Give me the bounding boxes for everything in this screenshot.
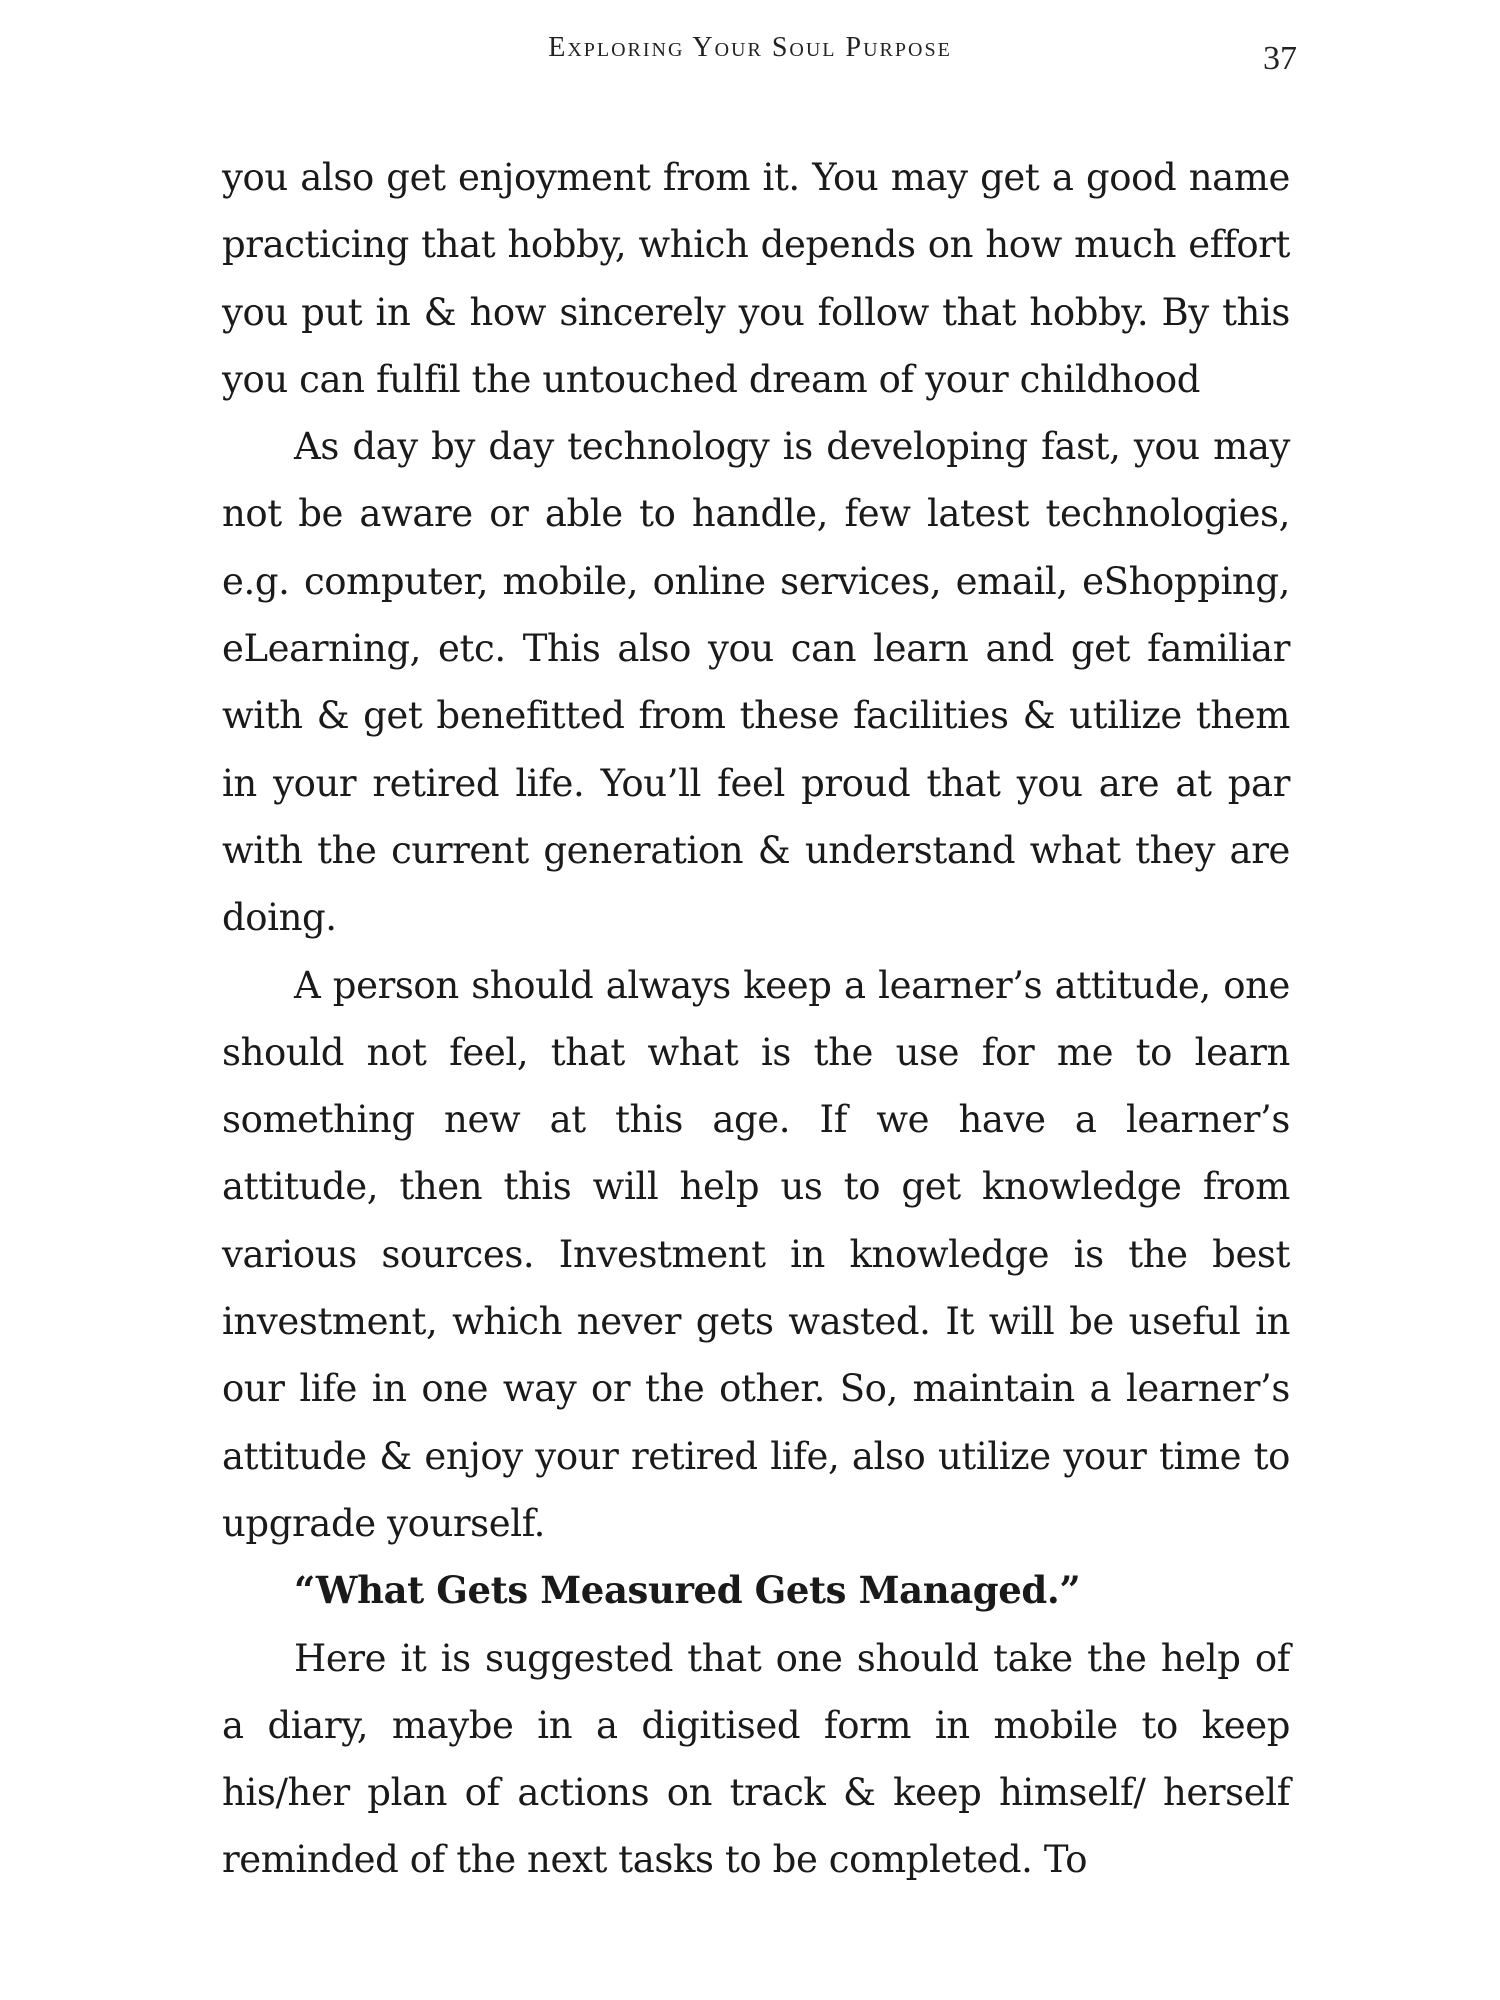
body-text <box>222 144 1290 1894</box>
paragraph-diary: Here it is suggested that one should take the help of a diary, maybe in a digitised form in mobile to keep his/her plan of actions on track & keep himself/ herself reminded of the next tasks to be completed. To <box>222 1636 1290 1882</box>
section-heading: “What Gets Measured Gets Managed.” <box>294 1568 1081 1613</box>
paragraph-continued: you also get enjoyment from it. You may get a good name practicing that hobby, which depends on how much effort you put in & how sincerely you follow that hobby. By this you can fulfil the untouched dream of your childhood <box>222 156 1290 401</box>
page-number: 37 <box>1263 40 1297 77</box>
paragraph-technology: As day by day technology is developing fast, you may not be aware or able to handle, few latest technologies, e.g. computer, mobile, online services, email, eShopping, eLearning, etc. This also you can learn and get familiar with & get benefitted from these facilities & utilize them in your retired life. You’ll feel proud that you are at par with the current generation & understand what they are doing. <box>222 425 1290 940</box>
running-head: Exploring Your Soul Purpose <box>548 32 952 63</box>
paragraph-learner-attitude: A person should always keep a learner’s attitude, one should not feel, that what is the use for me to learn something new at this age. If we have a learner’s attitude, then this will help us to get knowledge from various sources. Investment in knowledge is the best investment, which never gets wasted. It will be useful in our life in one way or the other. So, maintain a learner’s attitude & enjoy your retired life, also utilize your time to upgrade yourself. <box>222 963 1290 1545</box>
